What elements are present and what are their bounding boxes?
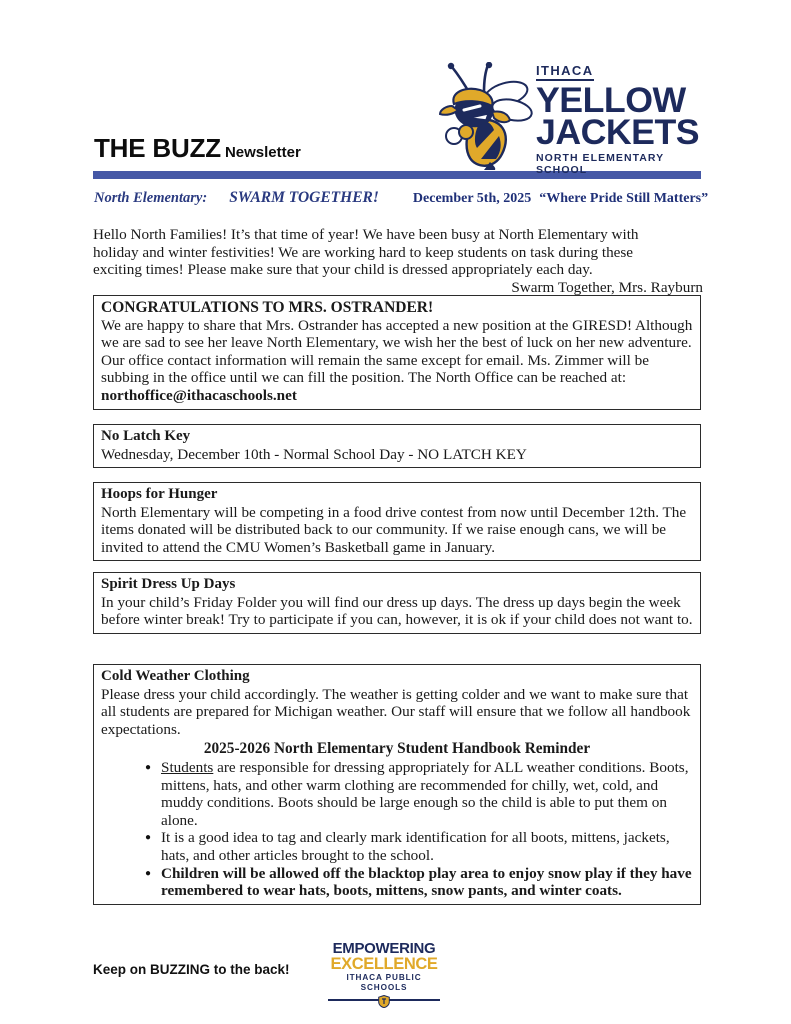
yellow-jackets-wordmark [536,60,710,176]
tagline-motto: “Where Pride Still Matters” [539,191,709,206]
masthead [94,133,301,164]
ee-logo-line-2: EXCELLENCE [330,955,438,973]
bullet-1-text: It is a good idea to tag and clearly mark identification for all boots, mittens, jackets, hats, and other articles brought to the school. [161,829,670,864]
newsletter-header [0,0,791,180]
intro-line-1: Hello North Families! It’s that time of year! We have been busy at North Elementary with [93,226,639,243]
tagline-swarm: SWARM TOGETHER! [229,189,379,206]
footer-note: Keep on BUZZING to the back! [93,962,290,977]
intro-signature: Swarm Together, Mrs. Rayburn [511,278,703,296]
section-box-ostrander [93,295,701,410]
section-box-latch-key [93,424,701,468]
section-title-spirit-dress-up-days: Spirit Dress Up Days [101,576,236,592]
shield-emblem-icon [378,995,390,1008]
handbook-bullet-list [101,759,693,900]
logo-yellow-label: YELLOW [536,80,686,120]
handbook-bullet-item [145,829,693,864]
section-box-spirit-dress-up-days [93,572,701,634]
section-box-hoops-for-hunger [93,482,701,561]
logo-ithaca-label: ITHACA [536,64,594,81]
bullet-0-text: are responsible for dressing appropriately for ALL weather conditions. Boots, mittens, hats, and other warm clothing are recommended for chilly, wet, cold, and muddy conditions. Boots should be large enough so the child is able to put them on alone. [161,758,689,829]
ee-logo-rule [328,995,440,1005]
intro-block [93,226,703,296]
section-title-hoops-for-hunger: Hoops for Hunger [101,486,218,502]
tagline-date: December 5th, 2025 [412,191,532,206]
section-body-spirit-dress-up-days: In your child’s Friday Folder you will find our dress up days. The dress up days begin the week before winter break! Try to participate if you can, however, it is ok if your child does not want to. [101,593,693,629]
handbook-bullet-item [145,759,693,829]
office-email-address: northoffice@ithacaschools.net [101,386,297,404]
intro-line-3: exciting times! Please make sure that your child is dressed appropriately each day. [93,261,593,278]
ee-logo-line-1: EMPOWERING [332,940,436,957]
ee-logo-line-3: ITHACA PUBLIC SCHOOLS [346,973,422,992]
intro-line-2: holiday and winter festivities! We are working hard to keep students on task during these [93,243,634,261]
section-body-latch-key: Wednesday, December 10th - Normal School Day - NO LATCH KEY [101,445,527,463]
empowering-excellence-logo [328,940,440,992]
handbook-bullet-item [145,865,693,900]
section-title-ostrander: CONGRATULATIONS TO MRS. OSTRANDER! [101,299,434,316]
bullet-2-text: Children will be allowed off the blacktop play area to enjoy snow play if they have remembered to wear hats, boots, mittens, snow pants, and winter coats. [161,864,692,900]
yellow-jackets-logo [432,60,710,177]
masthead-title: THE BUZZ [94,133,221,163]
yellow-jacket-bee-icon [432,62,542,170]
ostrander-body-text: We are happy to share that Mrs. Ostrander has accepted a new position at the GIRESD! Although we are sad to see her leave North Elementary, we wish her the best of luck on her new adventure. Our office contact information will remain the same except for email. Ms. Zimmer will be subbing in the office until we can fill the position. The North Office can be reached at: [101,316,693,387]
section-body-ostrander [101,317,693,405]
section-body-cold-weather-clothing: Please dress your child accordingly. The weather is getting colder and we want to make sure that all students are prepared for Michigan weather. Our staff will ensure that we follow all handbook expectations. [101,685,691,738]
logo-school-label: NORTH ELEMENTARY SCHOOL [536,152,665,177]
section-body-hoops-for-hunger: North Elementary will be competing in a food drive contest from now until December 12th. The items donated will be distributed back to our community. If we raise enough cans, we will be invited to attend the CMU Women’s Basketball game in January. [101,503,687,556]
logo-jackets-label: JACKETS [536,112,700,152]
section-title-cold-weather-clothing: Cold Weather Clothing [101,668,250,684]
section-box-cold-weather-clothing [93,664,701,905]
handbook-reminder-heading: 2025-2026 North Elementary Student Handbook Reminder [203,740,591,758]
section-title-latch-key: No Latch Key [101,428,191,444]
tagline-school: North Elementary: [94,190,208,206]
masthead-subtitle: Newsletter [224,144,301,161]
tagline-row [94,189,709,207]
bullet-0-lead: Students [161,758,214,776]
